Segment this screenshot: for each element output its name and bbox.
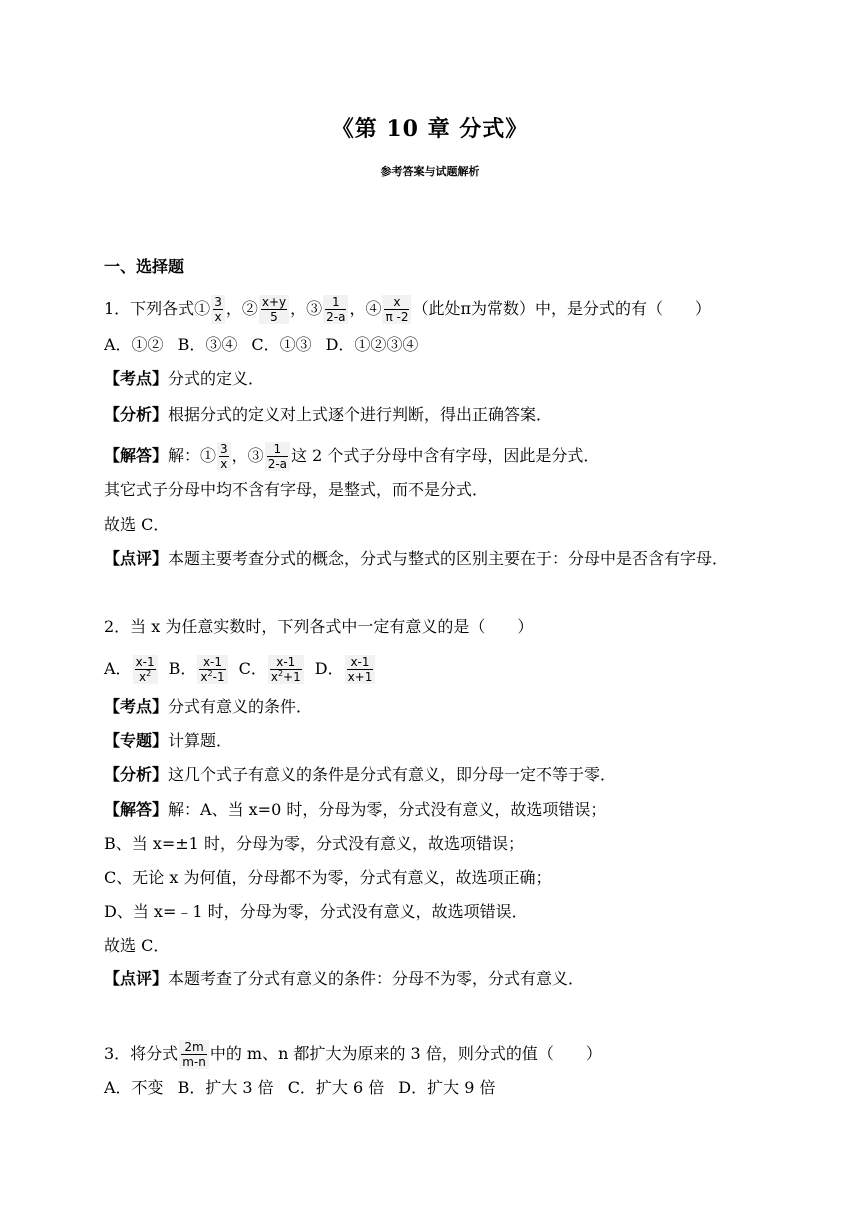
option-a: A． [104, 659, 132, 678]
text: ，③ [231, 446, 264, 465]
fraction-numerator: 1 [273, 442, 282, 456]
option-d: D．①②③④ [325, 335, 419, 354]
q2-line-d: D、当 x=﹣1 时，分母为零，分式没有意义，故选项错误． [104, 902, 528, 921]
label: 【分析】 [104, 765, 169, 784]
option-a: A．①② [104, 335, 164, 354]
q1-stem [104, 295, 711, 324]
q3-stem-prefix: 3．将分式 [104, 1044, 179, 1063]
option-a: A．不变 [104, 1078, 164, 1097]
text: 解：① [168, 446, 217, 465]
option-b: B． [168, 659, 197, 678]
fraction-numerator: 3 [220, 442, 228, 456]
fraction [323, 295, 348, 324]
text: 本题主要考查分式的概念，分式与整式的区别主要在于：分母中是否含有字母． [168, 549, 729, 568]
q2-line-c: C、无论 x 为何值，分母都不为零，分式有意义，故选项正确； [104, 868, 552, 887]
label: 【点评】 [104, 549, 169, 568]
fraction [259, 295, 289, 324]
q2-fenxi [104, 765, 616, 785]
q2-stem: 2．当 x 为任意实数时，下列各式中一定有意义的是（ ） [104, 617, 534, 636]
text: 这几个式子有意义的条件是分式有意义，即分母一定不等于零． [168, 765, 617, 784]
label: 【分析】 [104, 405, 169, 424]
label: 【专题】 [104, 731, 169, 750]
q2-jieda [104, 800, 606, 820]
q3-stem [104, 1040, 602, 1069]
fraction-denominator: π -2 [385, 310, 409, 324]
option-d: D．扩大 9 倍 [398, 1078, 496, 1097]
text: 分式有意义的条件． [168, 697, 313, 716]
q1-answer: 故选 C． [104, 515, 170, 534]
fraction [382, 295, 411, 324]
q2-answer: 故选 C． [104, 936, 170, 955]
fraction-denominator: $x^2+1$ [270, 669, 301, 684]
fraction-numerator: x+y [261, 295, 287, 309]
fraction-numerator: x-1 [202, 655, 223, 669]
fraction [179, 1040, 209, 1069]
text: 分式的定义． [168, 369, 265, 388]
fraction [133, 655, 158, 684]
fraction-denominator: 2-a [326, 310, 346, 324]
label: 【解答】 [104, 800, 169, 819]
fraction-numerator: x-1 [276, 655, 296, 669]
label: 【考点】 [104, 369, 169, 388]
fraction-numerator: x-1 [350, 655, 370, 669]
fraction-numerator: x [393, 295, 401, 309]
fraction [197, 655, 227, 684]
option-c: C． [238, 659, 267, 678]
fraction-numerator: 2m [184, 1040, 204, 1054]
q1-sep: ，③ [290, 299, 323, 318]
label: 【考点】 [104, 697, 169, 716]
option-c: C．①③ [251, 335, 312, 354]
text: 本题考查了分式有意义的条件：分母不为零，分式有意义． [168, 969, 585, 988]
fraction-numerator: x-1 [135, 655, 155, 669]
q1-jieda [104, 442, 599, 471]
fraction-denominator: 2-a [267, 457, 288, 471]
fraction-numerator: 1 [331, 295, 340, 309]
option-b: B．扩大 3 倍 [177, 1078, 274, 1097]
label: 【点评】 [104, 969, 169, 988]
q1-kaodian [104, 369, 264, 389]
fraction-denominator: m-n [182, 1055, 206, 1069]
label: 【解答】 [104, 446, 169, 465]
fraction-denominator: $x^2-1$ [200, 669, 225, 684]
text: 计算题． [168, 731, 233, 750]
chapter-title: 《第 10 章 分式》 [331, 116, 529, 142]
q1-options [104, 335, 418, 355]
q3-stem-suffix: 中的 m、n 都扩大为原来的 3 倍，则分式的值（ ） [209, 1044, 602, 1063]
q2-kaodian [104, 697, 312, 717]
text: 根据分式的定义对上式逐个进行判断，得出正确答案． [168, 405, 553, 424]
q2-options [104, 655, 376, 684]
q3-options [104, 1078, 495, 1098]
fraction-denominator: x [214, 310, 222, 324]
q2-dianping [104, 969, 584, 989]
q1-jieda-line2: 其它式子分母中均不含有字母，是整式，而不是分式． [104, 480, 489, 499]
subtitle: 参考答案与试题解析 [380, 165, 480, 178]
text: 这 2 个式子分母中含有字母，因此是分式． [291, 446, 600, 465]
fraction [217, 442, 231, 471]
option-c: C．扩大 6 倍 [287, 1078, 385, 1097]
text: 解：A、当 x=0 时，分母为零，分式没有意义，故选项错误； [168, 800, 607, 819]
fraction-denominator: x+1 [347, 670, 373, 684]
q1-stem-suffix: （此处π为常数）中，是分式的有（ ） [412, 299, 712, 318]
q1-dianping [104, 549, 728, 569]
fraction [268, 655, 304, 684]
fraction-denominator: 5 [270, 310, 278, 324]
q1-sep: ，② [225, 299, 258, 318]
fraction-denominator: x [220, 457, 228, 471]
section-heading: 一、选择题 [104, 257, 185, 276]
fraction-denominator: $x^2$ [139, 669, 152, 684]
q2-zhuanti [104, 731, 232, 751]
fraction [265, 442, 290, 471]
q1-fenxi [104, 405, 552, 425]
q2-line-b: B、当 x=±1 时，分母为零，分式没有意义，故选项错误； [104, 834, 524, 853]
fraction [211, 295, 225, 324]
option-b: B．③④ [177, 335, 238, 354]
option-d: D． [314, 659, 344, 678]
q1-stem-prefix: 1．下列各式① [104, 299, 211, 318]
q1-sep: ，④ [349, 299, 382, 318]
fraction [345, 655, 376, 684]
fraction-numerator: 3 [214, 295, 222, 309]
